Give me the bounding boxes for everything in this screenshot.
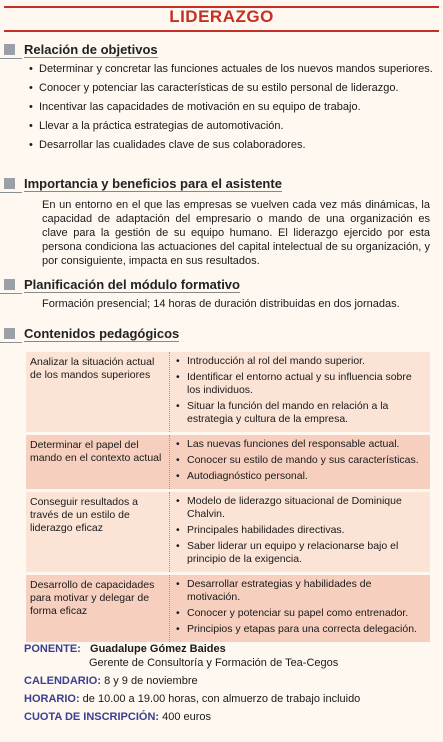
square-bullet-icon <box>4 328 15 339</box>
square-bullet-icon <box>4 178 15 189</box>
calendario-value: 8 y 9 de noviembre <box>104 675 198 687</box>
list-item: • Las nuevas funciones del responsable actual. <box>176 438 426 451</box>
section-header <box>0 326 443 342</box>
ponente-role: Gerente de Consultoría y Formación de Tea-Cegos <box>89 657 339 669</box>
list-item: • Desarrollar las cualidades clave de sus colaboradores. <box>0 138 443 152</box>
section-title: Contenidos pedagógicos <box>24 326 180 341</box>
topic-cell: Analizar la situación actual de los mandos superiores <box>26 352 170 432</box>
points-cell <box>170 575 430 642</box>
list-item: • Principales habilidades directivas. <box>176 524 426 537</box>
list-item: • Principios y etapas para una correcta delegación. <box>176 623 426 636</box>
list-item: • Modelo de liderazgo situacional de Dominique Chalvin. <box>176 495 426 521</box>
cuota-row <box>24 710 360 724</box>
header-rule <box>0 342 22 343</box>
cuota-label: CUOTA DE INSCRIPCIÓN: <box>24 711 160 723</box>
list-item: • Conocer y potenciar su papel como entrenador. <box>176 607 426 620</box>
topic-cell: Determinar el papel del mando en el contexto actual <box>26 435 170 489</box>
section-contenidos <box>0 326 443 342</box>
points-cell <box>170 352 430 432</box>
list-item: • Desarrollar estrategias y habilidades de motivación. <box>176 578 426 604</box>
section-title: Planificación del módulo formativo <box>24 277 240 292</box>
list-item: • Incentivar las capacidades de motivación en su equipo de trabajo. <box>0 100 443 114</box>
ponente-row <box>24 642 360 670</box>
list-item: • Situar la función del mando en relación a la estrategia y cultura de la empresa. <box>176 400 426 426</box>
cuota-value: 400 euros <box>162 711 212 723</box>
topic-cell: Conseguir resultados a través de un estilo de liderazgo eficaz <box>26 492 170 572</box>
contents-table <box>26 349 430 645</box>
header-rule <box>0 58 22 59</box>
section-header <box>0 176 443 192</box>
table-row <box>26 435 430 489</box>
ponente-label: PONENTE: <box>24 643 81 655</box>
points-cell <box>170 435 430 489</box>
table-row <box>26 352 430 432</box>
list-item: • Identificar el entorno actual y su influencia sobre los individuos. <box>176 371 426 397</box>
list-item: • Conocer y potenciar las características de su estilo personal de liderazgo. <box>0 81 443 95</box>
importance-text: En un entorno en el que las empresas se vuelven cada vez más dinámicas, la capacidad de adaptación del empresario o mando de una organización es clave para la gestión de su equipo humano. El liderazgo ejercido por esta persona condiciona las actuaciones del capital intelectual de su organización, y por consiguiente, impacta en sus resultados. <box>42 199 430 267</box>
ponente-name: Guadalupe Gómez Baides <box>90 643 226 655</box>
square-bullet-icon <box>4 279 15 290</box>
section-objetivos <box>0 42 443 157</box>
header-rule <box>0 293 22 294</box>
points-cell <box>170 492 430 572</box>
section-title: Relación de objetivos <box>24 42 158 57</box>
section-title: Importancia y beneficios para el asistente <box>24 176 282 191</box>
list-item: • Saber liderar un equipo y relacionarse bajo el principio de la exigencia. <box>176 540 426 566</box>
horario-row <box>24 692 360 706</box>
header-rule <box>0 192 22 193</box>
list-item: • Introducción al rol del mando superior. <box>176 355 426 368</box>
section-header <box>0 42 443 58</box>
section-planificacion <box>0 277 443 311</box>
planning-text: Formación presencial; 14 horas de duración distribuidas en dos jornadas. <box>42 298 400 310</box>
course-details <box>24 642 360 728</box>
list-item: • Llevar a la práctica estrategias de automotivación. <box>0 119 443 133</box>
list-item: • Autodiagnóstico personal. <box>176 470 426 483</box>
list-item: • Conocer su estilo de mando y sus características. <box>176 454 426 467</box>
horario-value: de 10.00 a 19.00 horas, con almuerzo de trabajo incluido <box>82 693 361 705</box>
section-header <box>0 277 443 293</box>
square-bullet-icon <box>4 44 15 55</box>
section-importancia <box>0 176 443 268</box>
calendario-label: CALENDARIO: <box>24 675 101 687</box>
list-item: • Determinar y concretar las funciones actuales de los nuevos mandos superiores. <box>0 62 443 76</box>
topic-cell: Desarrollo de capacidades para motivar y delegar de forma eficaz <box>26 575 170 642</box>
table-row <box>26 575 430 642</box>
horario-label: HORARIO: <box>24 693 80 705</box>
table-row <box>26 492 430 572</box>
page-title: LIDERAZGO <box>169 7 274 26</box>
calendario-row <box>24 674 360 688</box>
objectives-list <box>0 62 443 152</box>
title-area <box>0 0 443 34</box>
